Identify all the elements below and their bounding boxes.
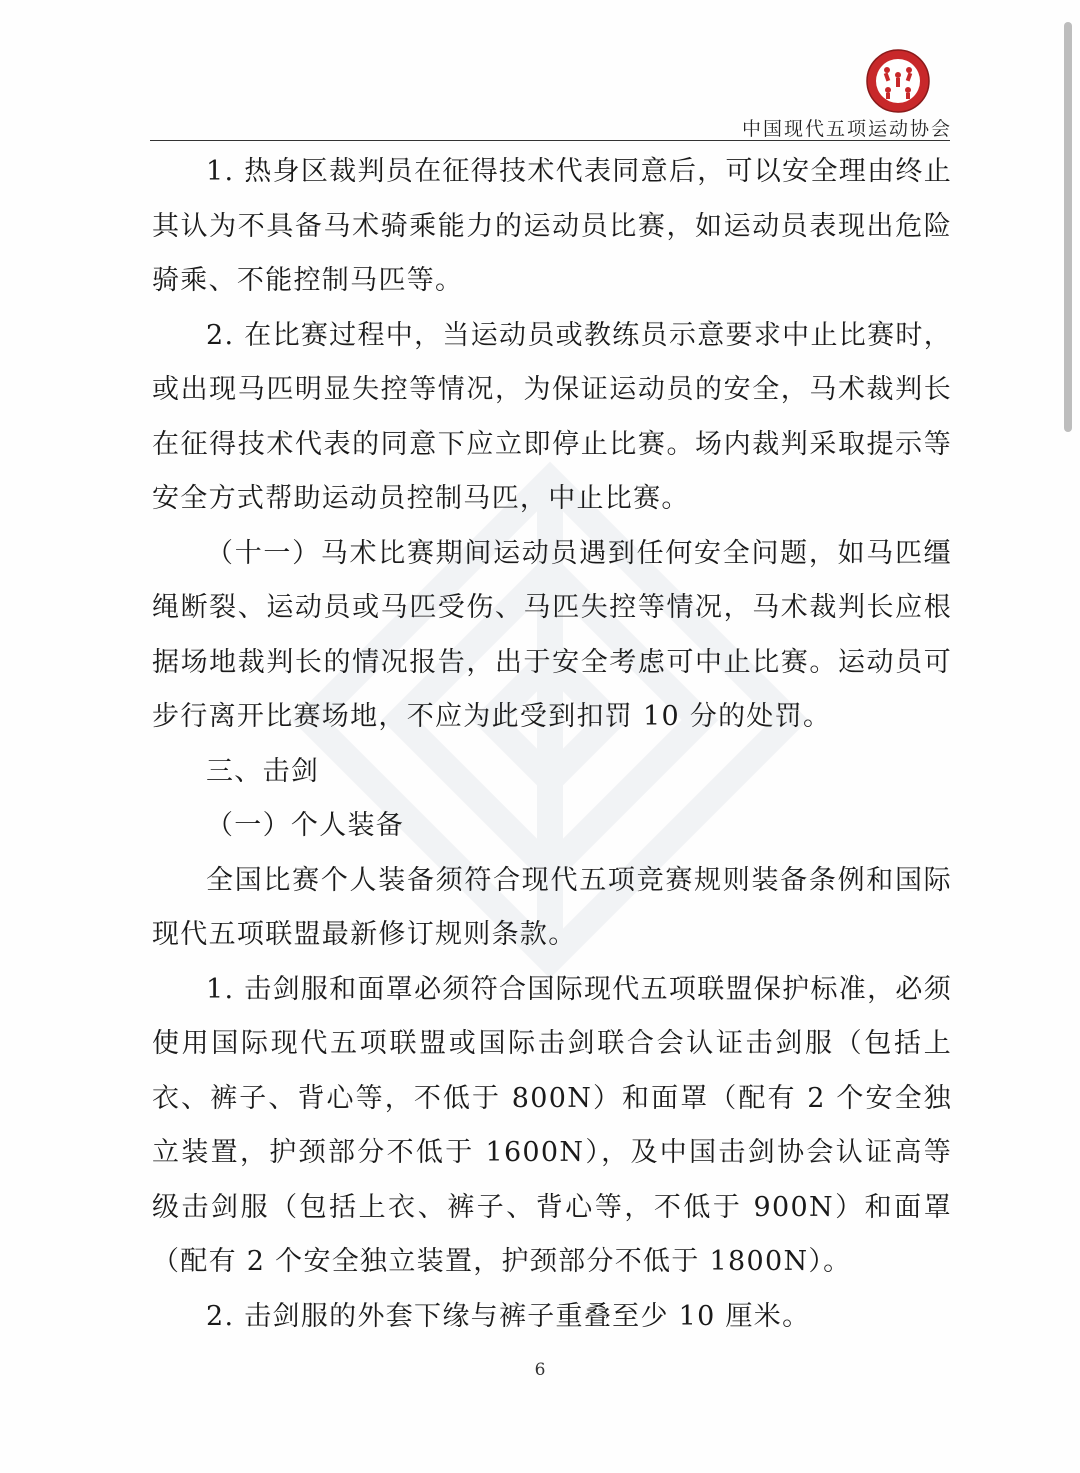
paragraph-6: 2. 击剑服的外套下缘与裤子重叠至少 10 厘米。 xyxy=(206,1300,811,1332)
scrollbar-thumb[interactable] xyxy=(1064,22,1072,432)
paragraph-3: （十一）马术比赛期间运动员遇到任何安全问题，如马匹缰绳断裂、运动员或马匹受伤、马匹失控等情况，马术裁判长应根据场地裁判长的情况报告，出于安全考虑可中止比赛。运动员可步行离开比赛场地，不应为此受到扣罚 10 分的处罚。 xyxy=(152,537,952,732)
organization-name: 中国现代五项运动协会 xyxy=(741,118,952,140)
paragraph-5: 1. 击剑服和面罩必须符合国际现代五项联盟保护标准，必须使用国际现代五项联盟或国际击剑联合会认证击剑服（包括上衣、裤子、背心等，不低于 800N）和面罩（配有 2 个安全独立装置，护颈部分不低于 1600N），及中国击剑协会认证高等级击剑服（包括上衣、裤子、背心等，不低于 900N）和面罩（配有 2 个安全独立装置，护颈部分不低于 1800N）。 xyxy=(152,973,952,1277)
association-emblem-icon xyxy=(865,48,931,114)
header-divider xyxy=(150,140,950,141)
document-body xyxy=(152,145,952,1344)
page-number: 6 xyxy=(534,1360,546,1380)
paragraph-2: 2. 在比赛过程中，当运动员或教练员示意要求中止比赛时，或出现马匹明显失控等情况，为保证运动员的安全，马术裁判长在征得技术代表的同意下应立即停止比赛。场内裁判采取提示等安全方式帮助运动员控制马匹，中止比赛。 xyxy=(152,319,952,514)
section-heading-fencing: 三、击剑 xyxy=(206,755,320,787)
vertical-scrollbar[interactable] xyxy=(1062,20,1074,1450)
paragraph-1: 1. 热身区裁判员在征得技术代表同意后，可以安全理由终止其认为不具备马术骑乘能力的运动员比赛，如运动员表现出危险骑乘、不能控制马匹等。 xyxy=(152,156,952,296)
paragraph-4: 全国比赛个人装备须符合现代五项竞赛规则装备条例和国际现代五项联盟最新修订规则条款。 xyxy=(152,864,952,950)
subsection-heading-equipment: （一）个人装备 xyxy=(206,810,405,841)
